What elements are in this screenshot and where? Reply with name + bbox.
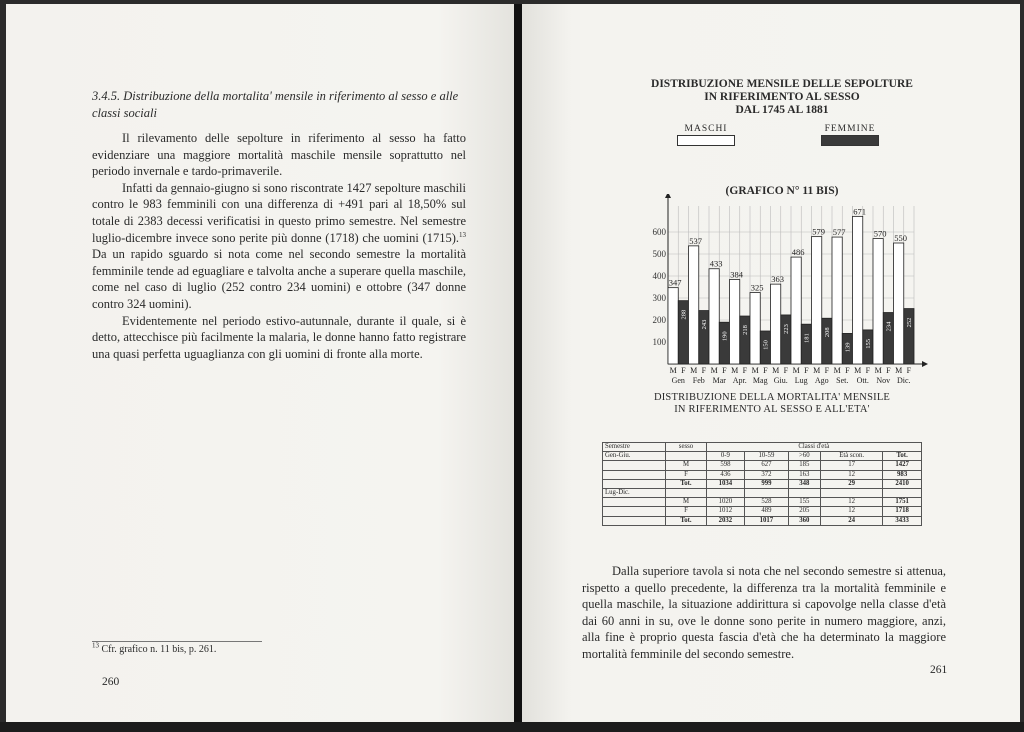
- bar-femmine-label: 234: [885, 321, 893, 332]
- table-value: 12: [821, 470, 883, 479]
- table-group-row: [603, 452, 922, 461]
- chart-subtitle: (GRAFICO N° 11 BIS): [725, 185, 839, 197]
- bar-femmine: [822, 318, 832, 364]
- bar-maschi: [894, 243, 904, 364]
- table-value: 17: [821, 461, 883, 470]
- bar-maschi: [853, 216, 863, 364]
- header-sesso: sesso: [666, 443, 706, 452]
- table-value: 163: [788, 470, 821, 479]
- bar-femmine-label: 252: [905, 317, 913, 328]
- bar-maschi-label: 671: [853, 206, 866, 217]
- month-tick-label: Nov: [876, 376, 891, 385]
- bar-femmine-label: 155: [864, 339, 872, 349]
- table-value: 348: [788, 479, 821, 488]
- table-header-row: [603, 443, 922, 452]
- chart-title-line-2: IN RIFERIMENTO AL SESSO: [704, 91, 860, 103]
- table-cell: [883, 489, 922, 498]
- bar-maschi-label: 384: [730, 269, 743, 280]
- table-cell: [788, 489, 821, 498]
- bar-femmine: [719, 322, 729, 364]
- sex-tick-label: M: [895, 366, 903, 375]
- bar-femmine-label: 208: [823, 327, 831, 338]
- right-paragraph: Dalla superiore tavola si nota che nel secondo semestre si attenua, rispetto a quello precedente, la differenza tra la mortalità femminile e quella maschile, la situazione addirittura si capovolge nella classe d'età dai 60 anni in su, ove le donne sono perite in numero maggiore, anzi, alla fine è proprio questa fascia d'età che ha determinato la maggiore mortalità femminile del secondo semestre.: [582, 564, 946, 661]
- bar-maschi-label: 550: [894, 233, 907, 243]
- table-cell: [603, 479, 666, 488]
- chart-title: [632, 78, 932, 117]
- sex-tick-label: F: [906, 366, 912, 375]
- sex-label: F: [666, 470, 706, 479]
- table-cell: [603, 516, 666, 525]
- y-tick-label: 200: [652, 315, 666, 325]
- legend-maschi-label: MASCHI: [684, 124, 728, 134]
- chart-title-line-1: DISTRIBUZIONE MENSILE DELLE SEPOLTURE: [651, 78, 913, 90]
- right-page: [522, 4, 1020, 722]
- bottom-edge: [0, 722, 1024, 732]
- bar-maschi: [730, 280, 740, 364]
- footnote-ref: 13: [459, 230, 466, 239]
- bar-maschi-label: 577: [832, 227, 846, 238]
- sex-tick-label: M: [874, 366, 882, 375]
- y-tick-label: 600: [652, 227, 666, 237]
- sex-tick-label: M: [854, 366, 862, 375]
- paragraph-3: Evidentemente nel periodo estivo-autunnale, durante il quale, si è detto, attecchisce più facilmente la malaria, le donne hanno fatto registrare una quasi perfetta uguaglianza con gli uomini di fronte alla morte.: [92, 313, 466, 361]
- table-row: [603, 461, 922, 470]
- left-body-text: [92, 130, 466, 362]
- y-tick-label: 300: [652, 293, 666, 303]
- sex-tick-label: F: [681, 366, 686, 375]
- sex-tick-label: M: [772, 366, 780, 375]
- sex-tick-label: M: [792, 366, 800, 375]
- legend-femmine: [820, 124, 880, 146]
- sex-label: M: [666, 498, 706, 507]
- sex-tick-label: M: [731, 366, 739, 375]
- table-cell: [603, 498, 666, 507]
- table-value: 155: [788, 498, 821, 507]
- sex-label: Tot.: [666, 516, 706, 525]
- sex-tick-label: F: [722, 366, 727, 375]
- footnote: [92, 641, 217, 655]
- table-cell: [603, 461, 666, 470]
- bar-maschi-label: 325: [750, 282, 764, 293]
- page-number-left: 260: [102, 676, 120, 688]
- age-class-header: 0-9: [706, 452, 745, 461]
- sex-tick-label: F: [865, 366, 871, 375]
- sex-tick-label: M: [833, 366, 841, 375]
- table-value: 372: [745, 470, 788, 479]
- legend-maschi-swatch: [677, 135, 735, 146]
- month-tick-label: Mar: [712, 376, 726, 385]
- legend-maschi: [676, 124, 736, 146]
- header-semestre: Semestre: [603, 443, 666, 452]
- bar-femmine-label: 223: [782, 324, 790, 334]
- table-value: 1012: [706, 507, 745, 516]
- bar-maschi: [750, 293, 760, 365]
- bar-maschi: [832, 237, 842, 364]
- chart-title-line-3: DAL 1745 AL 1881: [735, 104, 829, 116]
- sex-tick-label: F: [886, 366, 891, 375]
- bar-femmine-label: 218: [741, 325, 749, 335]
- month-tick-label: Gen: [671, 376, 685, 385]
- month-tick-label: Dic.: [896, 376, 911, 385]
- burials-bar-chart: [618, 194, 938, 394]
- table-group-row: [603, 489, 922, 498]
- bar-femmine: [801, 324, 811, 364]
- table-value: 598: [706, 461, 745, 470]
- legend-femmine-swatch: [821, 135, 879, 146]
- table-value: 12: [821, 498, 883, 507]
- table-caption: [622, 392, 922, 416]
- paragraph-2-text-after: Da un rapido sguardo si nota come nel secondo semestre la mortalità femminile tende ad eguagliare e talvolta anche a superare quella maschile, come nel caso di luglio (252 contro 234 uomini) e ottobre (347 donne contro 324 uomini).: [92, 247, 466, 311]
- sex-label: F: [666, 507, 706, 516]
- book-gutter: [514, 4, 522, 722]
- table-cell: [603, 507, 666, 516]
- caption-line-2: IN RIFERIMENTO AL SESSO E ALL'ETA': [674, 404, 870, 415]
- bar-femmine-label: 243: [700, 319, 708, 330]
- bar-maschi-label: 486: [791, 247, 805, 258]
- bar-maschi: [689, 246, 699, 364]
- bar-maschi: [668, 288, 678, 364]
- age-class-header: 10-59: [745, 452, 788, 461]
- y-axis-arrow: [665, 194, 671, 198]
- table-value: 1017: [745, 516, 788, 525]
- table-value: 1751: [883, 498, 922, 507]
- paragraph-2: [92, 180, 466, 313]
- y-tick-label: 400: [652, 271, 666, 281]
- bar-maschi: [812, 237, 822, 364]
- table-row: [603, 479, 922, 488]
- sex-label: Tot.: [666, 479, 706, 488]
- table-value: 2032: [706, 516, 745, 525]
- sex-tick-label: F: [701, 366, 707, 375]
- month-tick-label: Set.: [836, 376, 849, 385]
- bar-maschi-label: 363: [771, 274, 784, 285]
- month-tick-label: Lug: [794, 376, 808, 385]
- bar-femmine: [740, 316, 750, 364]
- table-value: 1718: [883, 507, 922, 516]
- bar-femmine: [699, 311, 709, 364]
- sex-tick-label: F: [783, 366, 789, 375]
- bar-femmine: [781, 315, 791, 364]
- table-value: 24: [821, 516, 883, 525]
- sex-tick-label: F: [804, 366, 809, 375]
- table-value: 12: [821, 507, 883, 516]
- footnote-number: 13: [92, 641, 99, 650]
- table-cell: [706, 489, 745, 498]
- table-cell: [666, 452, 706, 461]
- section-heading: 3.4.5. Distribuzione della mortalita' mensile in riferimento al sesso e alle classi sociali: [92, 89, 459, 120]
- table-value: 2410: [883, 479, 922, 488]
- footnote-text: Cfr. grafico n. 11 bis, p. 261.: [101, 644, 217, 655]
- table-cell: [603, 470, 666, 479]
- table-value: 627: [745, 461, 788, 470]
- sex-tick-label: M: [813, 366, 821, 375]
- age-class-header: Tot.: [883, 452, 922, 461]
- bar-femmine: [883, 313, 893, 364]
- bar-maschi-label: 537: [689, 235, 702, 246]
- sex-tick-label: M: [690, 366, 698, 375]
- table-cell: [745, 489, 788, 498]
- age-class-header: Età scon.: [821, 452, 883, 461]
- table-row: [603, 498, 922, 507]
- table-row: [603, 516, 922, 525]
- table-row: [603, 507, 922, 516]
- paragraph-1: Il rilevamento delle sepolture in riferimento al sesso ha fatto evidenziare una maggiore mortalità maschile mensile soprattutto nel periodo invernale e tardo-primaverile.: [92, 131, 466, 179]
- table-value: 1020: [706, 498, 745, 507]
- paragraph-2-text: Infatti da gennaio-giugno si sono riscontrate 1427 sepolture maschili contro le 983 femminili con una differenza di +491 pari al 18,50% sul totale di 2383 decessi verificatisi in questo primo semestre. Nel semestre luglio-dicembre invece sono perite più donne (1718) che uomini (1715).: [92, 180, 466, 245]
- table-value: 436: [706, 470, 745, 479]
- sex-tick-label: M: [710, 366, 718, 375]
- sex-label: M: [666, 461, 706, 470]
- month-tick-label: Ago: [814, 376, 829, 385]
- table-value: 1427: [883, 461, 922, 470]
- bar-maschi: [709, 269, 719, 364]
- bar-maschi-label: 579: [812, 226, 825, 237]
- table-row: [603, 470, 922, 479]
- x-axis-arrow: [922, 361, 928, 367]
- header-classi: Classi d'età: [706, 443, 921, 452]
- table-value: 489: [745, 507, 788, 516]
- month-tick-label: Feb: [692, 376, 705, 385]
- bar-femmine: [904, 309, 914, 364]
- table-value: 3433: [883, 516, 922, 525]
- sex-tick-label: M: [669, 366, 677, 375]
- month-tick-label: Mag: [752, 376, 768, 385]
- group-label: Lug-Dic.: [603, 489, 666, 498]
- table-value: 360: [788, 516, 821, 525]
- legend-femmine-label: FEMMINE: [824, 124, 876, 134]
- bar-maschi-label: 433: [709, 258, 723, 269]
- bar-femmine-label: 190: [721, 331, 729, 342]
- table-value: 983: [883, 470, 922, 479]
- bar-maschi: [771, 284, 781, 364]
- bar-maschi-label: 347: [668, 277, 682, 288]
- sex-tick-label: M: [751, 366, 759, 375]
- y-tick-label: 100: [652, 337, 666, 347]
- group-label: Gen-Giu.: [603, 452, 666, 461]
- table-value: 1034: [706, 479, 745, 488]
- page-number-right: 261: [930, 664, 948, 676]
- bar-maschi: [791, 257, 801, 364]
- left-page: [6, 4, 514, 722]
- sex-tick-label: F: [845, 366, 850, 375]
- bar-maschi: [873, 239, 883, 364]
- month-tick-label: Apr.: [732, 376, 747, 385]
- sex-tick-label: F: [824, 366, 830, 375]
- table-cell: [666, 489, 706, 498]
- table-value: 528: [745, 498, 788, 507]
- y-tick-label: 500: [652, 249, 666, 259]
- table-value: 29: [821, 479, 883, 488]
- age-sex-table: [602, 442, 922, 526]
- bar-maschi-label: 570: [873, 228, 887, 239]
- age-class-header: >60: [788, 452, 821, 461]
- bar-femmine-label: 181: [803, 333, 811, 344]
- bar-femmine-label: 150: [762, 340, 770, 350]
- footnote-rule: [92, 641, 262, 642]
- table-value: 999: [745, 479, 788, 488]
- month-tick-label: Ott.: [856, 376, 869, 385]
- sex-tick-label: F: [763, 366, 768, 375]
- table-value: 185: [788, 461, 821, 470]
- bar-femmine-label: 288: [680, 309, 688, 320]
- month-tick-label: Giu.: [773, 376, 788, 385]
- table-cell: [821, 489, 883, 498]
- table-value: 205: [788, 507, 821, 516]
- sex-tick-label: F: [742, 366, 748, 375]
- caption-line-1: DISTRIBUZIONE DELLA MORTALITA' MENSILE: [653, 392, 891, 403]
- bar-femmine-label: 139: [844, 342, 852, 353]
